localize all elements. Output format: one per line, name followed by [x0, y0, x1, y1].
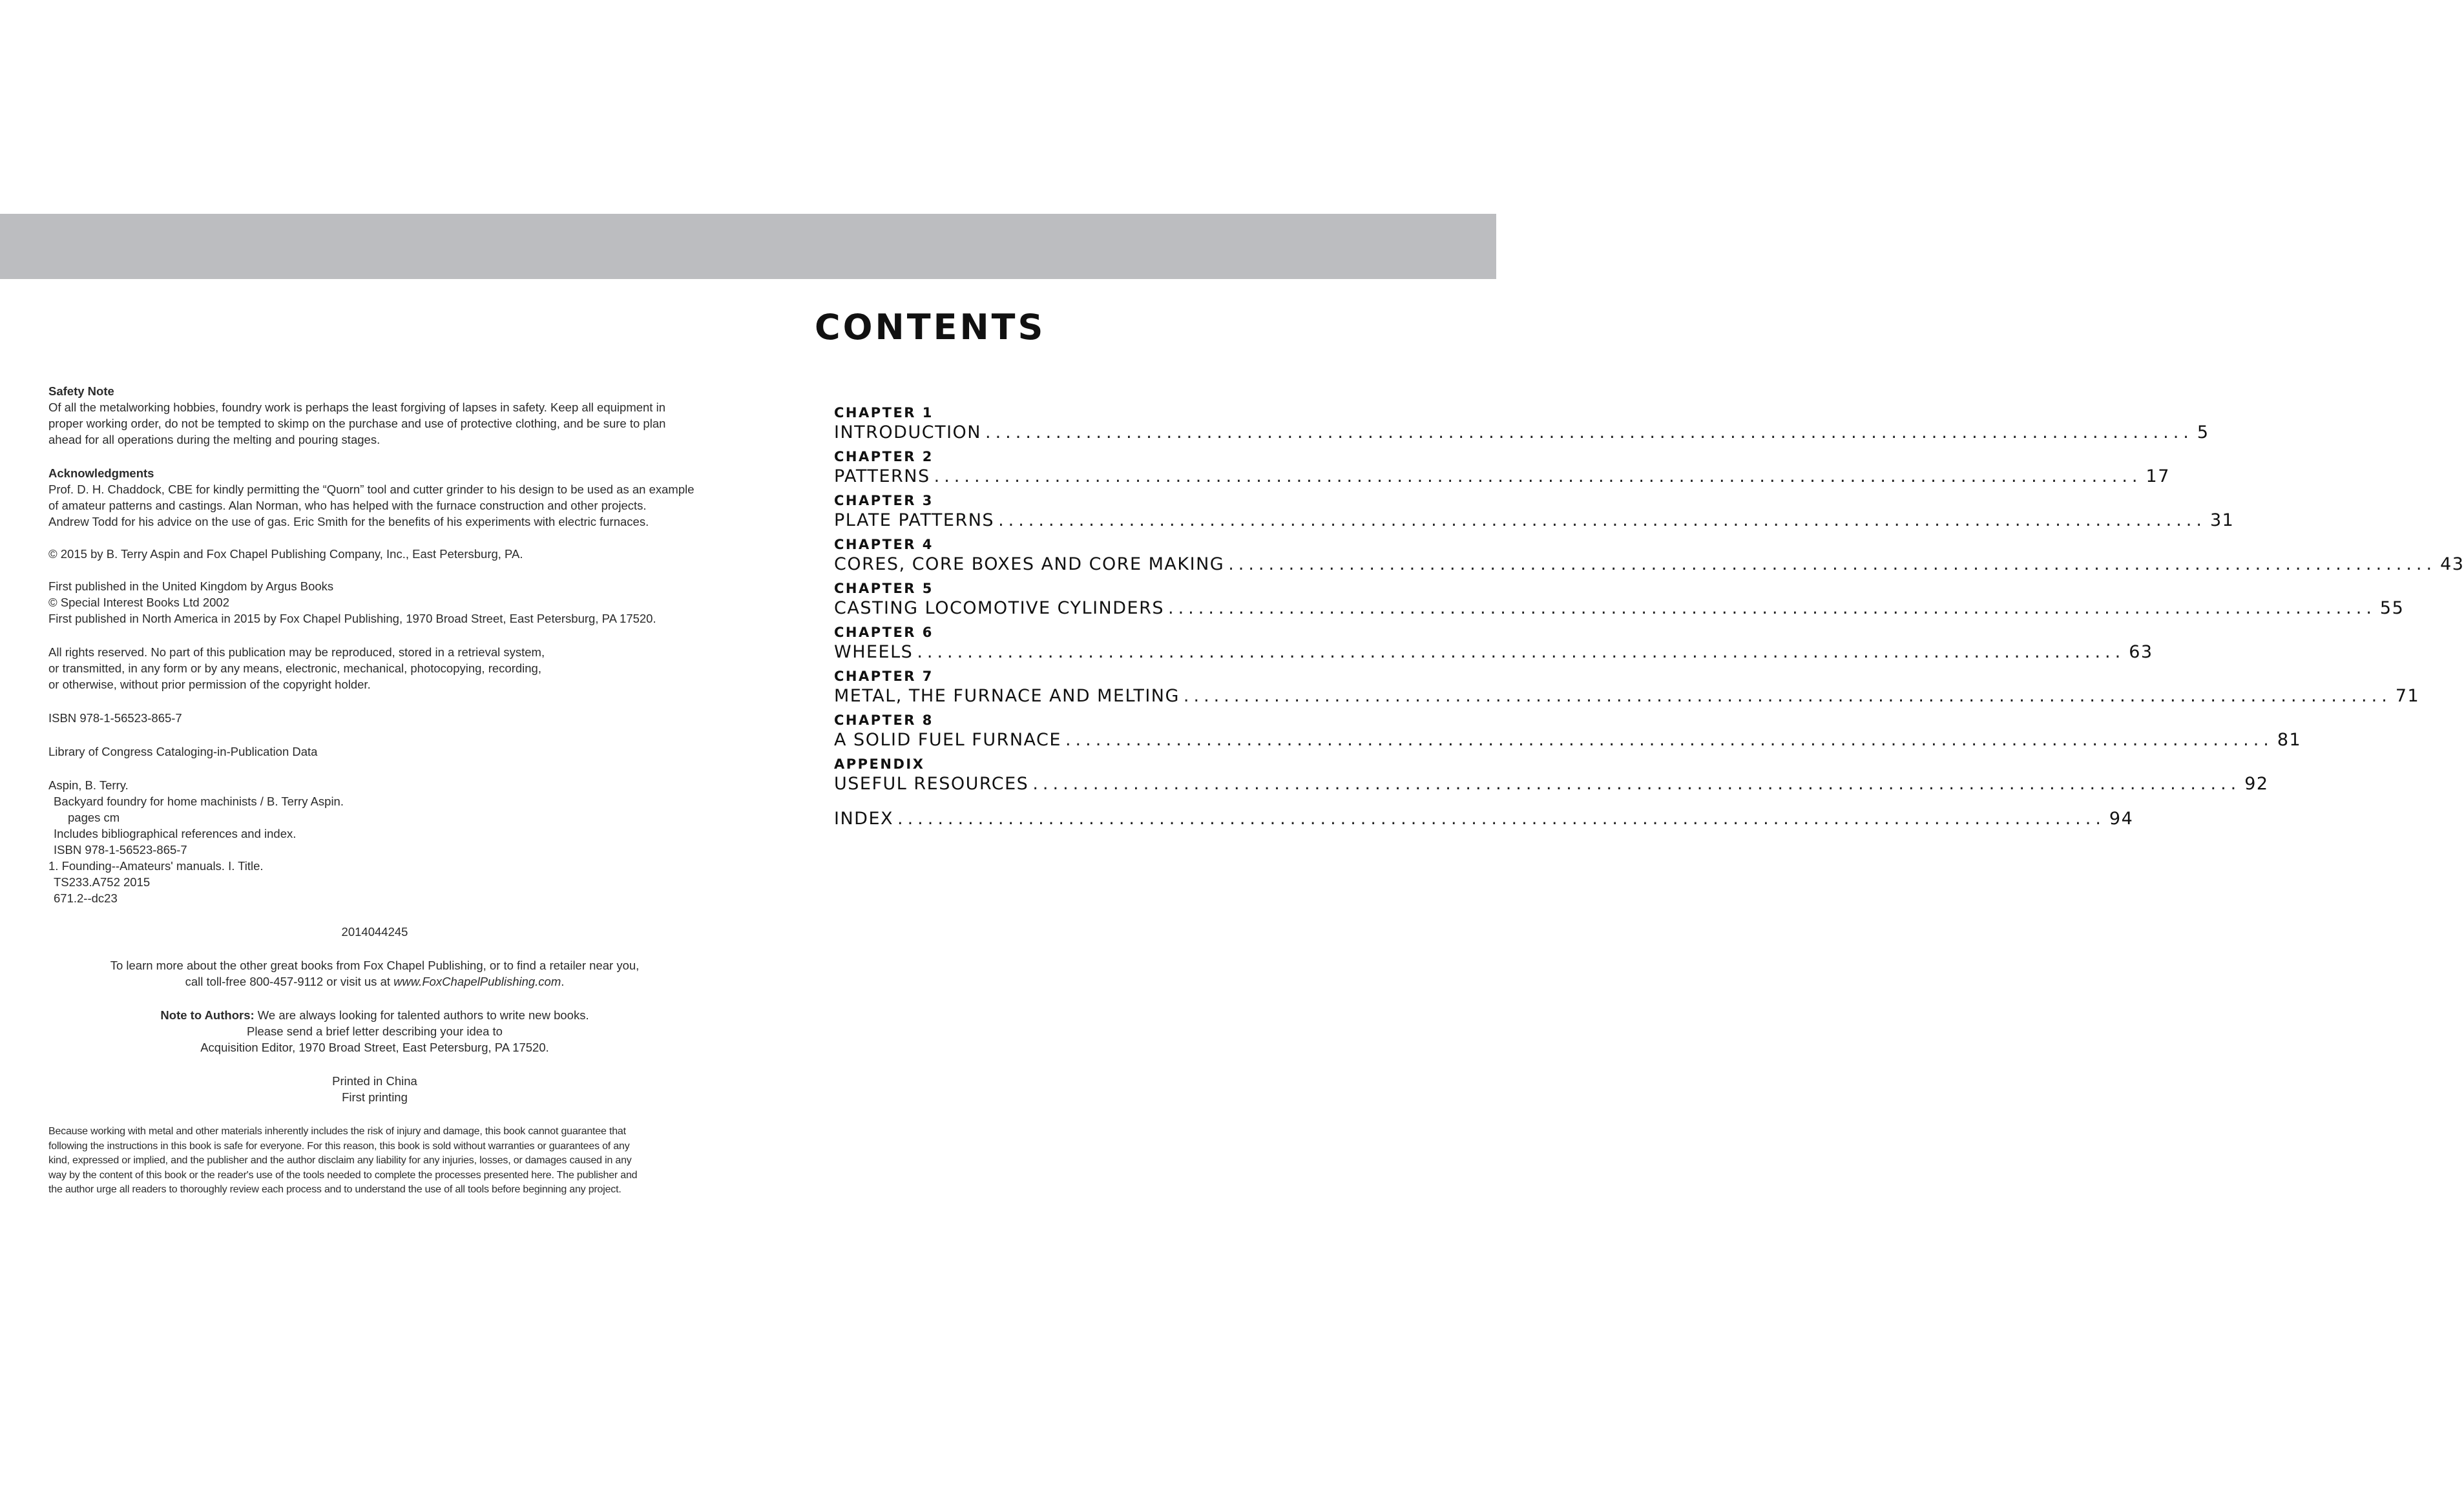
- chapter-title: INTRODUCTION: [834, 422, 981, 442]
- authors-note-line: Note to Authors: We are always looking for talented authors to write new books.: [160, 1008, 589, 1022]
- chapter-label: CHAPTER 5: [834, 581, 934, 596]
- acknowledgments-line: Prof. D. H. Chaddock, CBE for kindly permitting the “Quorn” tool and cutter grinder to his design to be used as an example: [48, 483, 694, 496]
- chapter-label: CHAPTER 3: [834, 493, 934, 508]
- toc-entry-index[interactable]: [834, 807, 2134, 831]
- learn-more-line: To learn more about the other great books from Fox Chapel Publishing, or to find a retailer near you,: [110, 959, 640, 972]
- toc-entry[interactable]: [834, 493, 2235, 532]
- table-of-contents: [834, 405, 2464, 835]
- chapter-title: CORES, CORE BOXES AND CORE MAKING: [834, 554, 1225, 574]
- chapter-title: USEFUL RESOURCES: [834, 774, 1029, 794]
- copyright-line: © 2015 by B. Terry Aspin and Fox Chapel Publishing Company, Inc., East Petersburg, PA.: [48, 547, 523, 561]
- leader-dots: ........................................................................................................................: [1183, 686, 2392, 706]
- chapter-title: PATTERNS: [834, 466, 930, 486]
- leader-dots: ........................................................................................................................: [1065, 730, 2273, 750]
- chapter-title: CASTING LOCOMOTIVE CYLINDERS: [834, 598, 1164, 618]
- isbn: ISBN 978-1-56523-865-7: [48, 711, 182, 725]
- acknowledgments-line: of amateur patterns and castings. Alan Norman, who has helped with the furnace construction and other projects.: [48, 499, 647, 512]
- leader-dots: ........................................................................................................................: [998, 510, 2206, 530]
- toc-entry[interactable]: [834, 712, 2302, 752]
- chapter-label: CHAPTER 7: [834, 669, 934, 684]
- page-number: 63: [2129, 642, 2153, 662]
- cip-title: Backyard foundry for home machinists / B. Terry Aspin.: [54, 795, 344, 808]
- contents-title: CONTENTS: [815, 307, 1046, 348]
- toc-entry[interactable]: [834, 756, 2269, 796]
- authors-note-line: Acquisition Editor, 1970 Broad Street, East Petersburg, PA 17520.: [200, 1041, 549, 1054]
- chapter-title: WHEELS: [834, 642, 914, 662]
- page-number: 55: [2379, 598, 2405, 618]
- chapter-label: CHAPTER 6: [834, 625, 934, 640]
- safety-heading: Safety Note: [48, 384, 114, 398]
- rights-line: or transmitted, in any form or by any means, electronic, mechanical, photocopying, recording,: [48, 661, 541, 675]
- index-title: INDEX: [834, 809, 894, 829]
- disclaimer: Because working with metal and other materials inherently includes the risk of injury and damage, this book cannot guarantee that following the instructions in this book is safe for everyone. For this reason, this book is sold without warranties or guarantees of any kind, expressed or implied, and the publisher and the author disclaim any liability for any injuries, losses, or damages caused in any way by the content of this book or the reader's use of the tools needed to complete the processes presented here. The publisher and the author urge all readers to thoroughly review each process and to understand the use of all tools before beginning any project.: [48, 1126, 638, 1195]
- page-number: 5: [2197, 422, 2209, 442]
- rights-line: or otherwise, without prior permission of the copyright holder.: [48, 678, 371, 691]
- page-number: 71: [2395, 686, 2420, 706]
- acknowledgments-line: Andrew Todd for his advice on the use of gas. Eric Smith for the benefits of his experiments with electric furnaces.: [48, 515, 649, 528]
- cip-author: Aspin, B. Terry.: [48, 778, 129, 792]
- safety-text-line: ahead for all operations during the melting and pouring stages.: [48, 433, 381, 446]
- publication-history-line: © Special Interest Books Ltd 2002: [48, 596, 229, 609]
- page-number: 17: [2146, 466, 2170, 486]
- leader-dots: ........................................................................................................................: [1032, 774, 2241, 794]
- page-number: 31: [2209, 510, 2235, 530]
- leader-dots: ........................................................................................................................: [1228, 554, 2437, 574]
- cip-dewey: 671.2--dc23: [54, 891, 118, 905]
- page-number: 92: [2244, 774, 2269, 794]
- chapter-title: PLATE PATTERNS: [834, 510, 995, 530]
- cip-call-number: TS233.A752 2015: [54, 875, 151, 889]
- chapter-label: CHAPTER 1: [834, 405, 934, 421]
- header-band: [0, 214, 1496, 279]
- appendix-label: APPENDIX: [834, 756, 925, 772]
- publication-history-line: First published in the United Kingdom by Argus Books: [48, 579, 334, 593]
- chapter-title: A SOLID FUEL FURNACE: [834, 730, 1061, 750]
- page-number: 43: [2440, 554, 2464, 574]
- safety-text-line: proper working order, do not be tempted to skimp on the purchase and use of protective clothing, and be sure to plan: [48, 417, 666, 430]
- rights-line: All rights reserved. No part of this publication may be reproduced, stored in a retrieval system,: [48, 645, 545, 659]
- chapter-label: CHAPTER 2: [834, 449, 934, 464]
- safety-text-line: Of all the metalworking hobbies, foundry work is perhaps the least forgiving of lapses in safety. Keep all equipment in: [48, 400, 665, 414]
- cip-includes: Includes bibliographical references and index.: [54, 827, 297, 840]
- chapter-title: METAL, THE FURNACE AND MELTING: [834, 686, 1180, 706]
- authors-note-line: Please send a brief letter describing your idea to: [247, 1024, 503, 1038]
- toc-entry[interactable]: [834, 581, 2405, 620]
- toc-entry[interactable]: [834, 625, 2153, 664]
- printing: First printing: [342, 1090, 408, 1104]
- printed-in: Printed in China: [332, 1074, 417, 1088]
- authors-note-label: Note to Authors:: [160, 1008, 255, 1022]
- cip-subject: 1. Founding--Amateurs' manuals. I. Title.: [48, 859, 264, 873]
- acknowledgments-heading: Acknowledgments: [48, 466, 154, 480]
- chapter-label: CHAPTER 8: [834, 712, 934, 728]
- publication-history-line: First published in North America in 2015 by Fox Chapel Publishing, 1970 Broad Street, East Petersburg, PA 17520.: [48, 612, 656, 625]
- toc-entry[interactable]: [834, 449, 2170, 488]
- page-number: 81: [2277, 730, 2302, 750]
- leader-dots: ........................................................................................................................: [985, 422, 2193, 442]
- leader-dots: ........................................................................................................................: [897, 809, 2105, 829]
- toc-entry[interactable]: [834, 405, 2209, 444]
- page-number: 94: [2109, 809, 2134, 829]
- copyright-page: [48, 383, 701, 1198]
- chapter-label: CHAPTER 4: [834, 537, 934, 552]
- loc-title: Library of Congress Cataloging-in-Publication Data: [48, 745, 318, 758]
- cip-pages: pages cm: [68, 811, 120, 824]
- toc-entry[interactable]: [834, 537, 2464, 576]
- toc-entry[interactable]: [834, 669, 2420, 708]
- learn-more-line: call toll-free 800-457-9112 or visit us at www.FoxChapelPublishing.com.: [185, 975, 565, 988]
- leader-dots: ........................................................................................................................: [934, 466, 2142, 486]
- website-link[interactable]: www.FoxChapelPublishing.com: [393, 975, 561, 988]
- cip-isbn: ISBN 978-1-56523-865-7: [54, 843, 187, 857]
- leader-dots: ........................................................................................................................: [917, 642, 2125, 662]
- lccn: 2014044245: [341, 925, 408, 939]
- leader-dots: ........................................................................................................................: [1168, 598, 2376, 618]
